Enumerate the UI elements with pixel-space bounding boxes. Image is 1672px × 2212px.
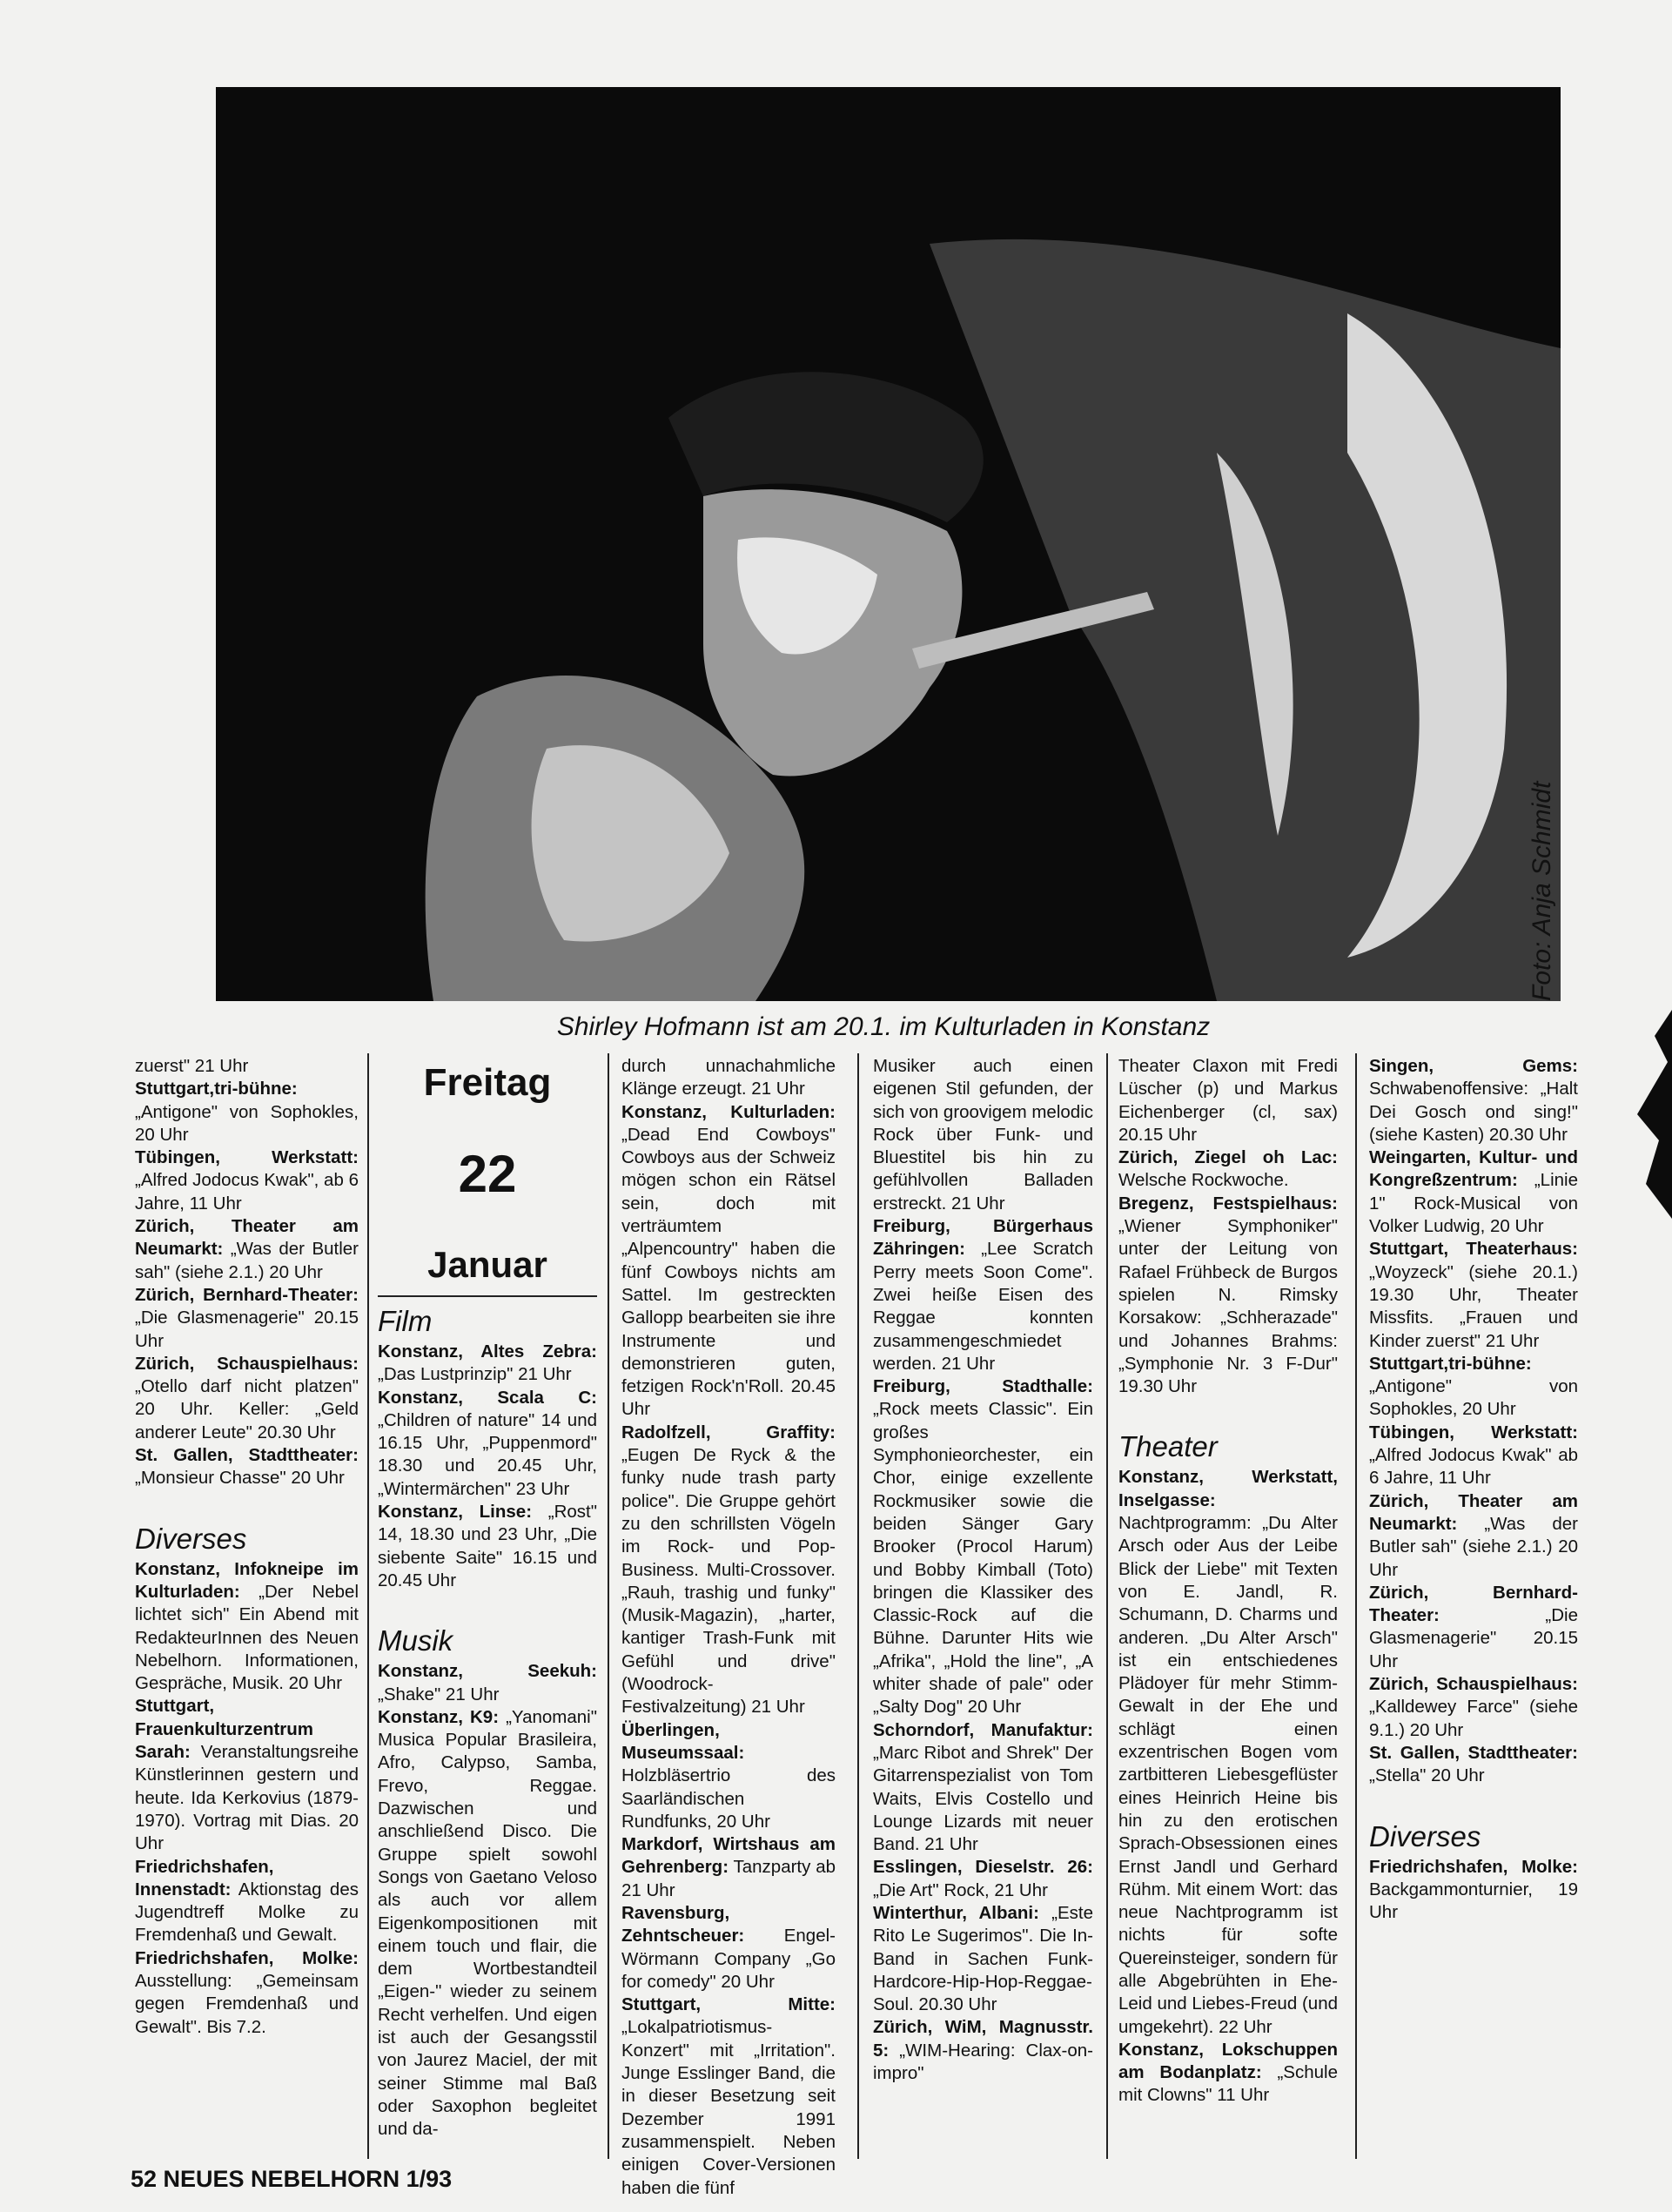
venue-name: Zürich, Bernhard-Theater: xyxy=(135,1284,359,1305)
listing-entry xyxy=(873,1719,1093,1857)
venue-name: Freiburg, Stadthalle: xyxy=(873,1376,1093,1397)
event-details: „Rost" 14, 18.30 und 23 Uhr, „Die siebente Saite" 16.15 und 20.45 Uhr xyxy=(378,1502,597,1590)
event-details: „Linie 1" Rock-Musical von Volker Ludwig, 20 Uhr xyxy=(1369,1170,1578,1237)
listing-entry xyxy=(378,1387,597,1501)
column-2 xyxy=(378,1055,597,2141)
column-rule xyxy=(857,1053,859,2159)
listing-entry xyxy=(621,1993,836,2200)
listing-entry xyxy=(1369,1742,1578,1788)
venue-name: Esslingen, Dieselstr. 26: xyxy=(873,1857,1093,1878)
venue-name: Zürich, WiM, Magnusstr. 5: xyxy=(873,2017,1093,2061)
venue-name: Konstanz, Kulturladen: xyxy=(621,1101,836,1122)
listing-entry xyxy=(378,1501,597,1592)
event-details: „Marc Ribot and Shrek" Der Gitarrenspezialist von Tom Waits, Elvis Costello und Lounge Lizards mit neuer Band. 21 Uhr xyxy=(873,1742,1093,1855)
event-details: Welsche Rockwoche. xyxy=(1118,1170,1289,1191)
venue-name: Konstanz, Werkstatt, Inselgasse: xyxy=(1118,1467,1338,1510)
venue-name: Konstanz, Seekuh: xyxy=(378,1661,597,1682)
listing-entry xyxy=(1369,1422,1578,1490)
event-details: „Alfred Jodocus Kwak", ab 6 Jahre, 11 Uhr xyxy=(135,1170,359,1214)
event-details: „Monsieur Chasse" 20 Uhr xyxy=(135,1468,345,1489)
column-rule xyxy=(367,1053,369,2159)
listing-entry xyxy=(873,1215,1093,1375)
listing-entry: zuerst" 21 Uhr xyxy=(135,1056,249,1076)
listing-entry xyxy=(135,1215,359,1284)
listing-entry xyxy=(378,1660,597,1706)
venue-name: Stuttgart,tri-bühne: xyxy=(135,1079,298,1099)
venue-name: St. Gallen, Stadttheater: xyxy=(1369,1742,1578,1763)
venue-name: Stuttgart, Theaterhaus: xyxy=(1369,1239,1578,1260)
event-details: „Dead End Cowboys" Cowboys aus der Schweiz mögen schon ein Rätsel sein, doch mit verträumtem „Alpencountry" haben die fünf Cowboys nichts am Sattel. Im gestreckten Gallopp bearbeiten sie ihre Instrumente und demonstrieren guten, fetzigen Rock'n'Roll. 20.45 Uhr xyxy=(621,1124,836,1420)
venue-name: Konstanz, Altes Zebra: xyxy=(378,1341,597,1361)
listing-entry xyxy=(135,1695,359,1855)
column-4 xyxy=(873,1055,1093,2085)
event-details: „Lee Scratch Perry meets Soon Come". Zwei heiße Eisen des Reggae konnten zusammengeschmiedet werden. 21 Uhr xyxy=(873,1239,1093,1374)
event-details: „WIM-Hearing: Clax-on-impro" xyxy=(873,2040,1093,2084)
listing-entry xyxy=(135,1078,359,1146)
listing-entry xyxy=(621,1101,836,1422)
venue-name: Friedrichshafen, Molke: xyxy=(135,1947,359,1968)
listing-entry xyxy=(873,1902,1093,2016)
listing-entry: Musiker auch einen eigenen Stil gefunden, der sich von groovigem melodic Rock über Funk- und Bluestitel bis hin zu gefühlvollen Balladen erstreckt. 21 Uhr xyxy=(873,1056,1093,1214)
venue-name: Zürich, Schauspielhaus: xyxy=(1369,1674,1578,1695)
listing-entry xyxy=(1118,2039,1338,2108)
event-details: „Este Rito Le Sugerimos". Die In-Band in Sachen Funk-Hardcore-Hip-Hop-Reggae-Soul. 20.30 Uhr xyxy=(873,1902,1093,2015)
event-details: „Children of nature" 14 und 16.15 Uhr, „Puppenmord" 18.30 und 20.45 Uhr, „Wintermärchen" 23 Uhr xyxy=(378,1409,597,1499)
event-details: Aktionstag des Jugendtreff Molke zu Fremdenhaß und Gewalt. xyxy=(135,1879,359,1946)
venue-name: Radolfzell, Graffity: xyxy=(621,1422,836,1442)
photo-credit: Foto: Anja Schmidt xyxy=(1528,781,1556,1001)
date-day-number: 22 xyxy=(458,1145,517,1203)
venue-name: Freiburg, Bürgerhaus Zähringen: xyxy=(873,1216,1093,1260)
listing-entry xyxy=(135,1856,359,1947)
column-6 xyxy=(1369,1055,1578,1924)
column-rule xyxy=(608,1053,609,2159)
section-heading-diverses: Diverses xyxy=(1369,1819,1481,1852)
event-details: „Was der Butler sah" (siehe 2.1.) 20 Uhr xyxy=(135,1239,359,1282)
photo-image xyxy=(216,87,1561,1001)
venue-name: Stuttgart, Mitte: xyxy=(621,1994,836,2015)
venue-name: Überlingen, Museumssaal: xyxy=(621,1719,745,1763)
listing-entry xyxy=(1369,1673,1578,1742)
venue-name: Zürich, Bernhard-Theater: xyxy=(1369,1582,1578,1626)
listing-entry xyxy=(1369,1856,1578,1925)
event-details: Nachtprogramm: „Du Alter Arsch oder Aus der Leibe Blick der Liebe" mit Texten von E. Jandl, R. Schumann, D. Charms und anderen. „Du Alter Arsch" ist ein entschiedenes Plädoyer für mehr Stimm-Gewalt in der Ehe und schlägt einen exzentrischen Bogen vom zartbitteren Liebesgeflüster eines Heinrich Heine bis hin zu den erotischen Sprach-Obsessionen eines Ernst Jandl und Gerhard Rühm. Mit einem Wort: das neue Nachtprogramm ist nichts für softe Quereinsteiger, sondern für alle Abgebrühten in Ehe-Leid und Liebes-Freud (und umgekehrt). 22 Uhr xyxy=(1118,1513,1338,2037)
event-details: „Kalldewey Farce" (siehe 9.1.) 20 Uhr xyxy=(1369,1697,1578,1740)
event-details: „Lokalpatriotismus-Konzert" mit „Irritation". Junge Esslinger Band, die in dieser Besetzung seit Dezember 1991 zusammenspielt. Neben einigen Cover-Versionen haben die fünf xyxy=(621,2017,836,2198)
event-details: Holzbläsertrio des Saarländischen Rundfunks, 20 Uhr xyxy=(621,1765,836,1832)
venue-name: Ravensburg, Zehntscheuer: xyxy=(621,1902,745,1946)
listing-entry xyxy=(378,1341,597,1387)
event-details: „Woyzeck" (siehe 20.1.) 19.30 Uhr, Theater Missfits. „Frauen und Kinder zuerst" 21 Uhr xyxy=(1369,1261,1578,1351)
section-heading-diverses: Diverses xyxy=(135,1522,247,1555)
venue-name: Konstanz, Scala C: xyxy=(378,1387,597,1408)
listing-entry xyxy=(873,1856,1093,1902)
listing-entry xyxy=(1369,1238,1578,1352)
event-details: Veranstaltungsreihe Künstlerinnen gestern und heute. Ida Kerkovius (1879-1970). Vortrag mit Dias. 20 Uhr xyxy=(135,1742,359,1854)
listing-entry xyxy=(1118,1466,1338,2038)
venue-name: Zürich, Ziegel oh Lac: xyxy=(1118,1147,1338,1168)
venue-name: Zürich, Schauspielhaus: xyxy=(135,1353,359,1374)
section-heading-film: Film xyxy=(378,1305,433,1337)
photo-caption: Shirley Hofmann ist am 20.1. im Kulturladen in Konstanz xyxy=(556,1012,1211,1041)
venue-name: Friedrichshafen, Innenstadt: xyxy=(135,1856,274,1899)
torn-edge xyxy=(1620,1010,1672,1219)
listing-entry xyxy=(135,1353,359,1444)
venue-name: Tübingen, Werkstatt: xyxy=(135,1147,359,1168)
column-5 xyxy=(1118,1055,1338,2108)
event-details: „Eugen De Ryck & the funky nude trash party police". Die Gruppe gehört zu den schrillsten Vögeln im Rock- und Pop-Business. Multi-Crossover. „Rauh, trashig und funky" (Musik-Magazin), „harter, kantiger Trash-Funk mit Gefühl und drive" (Woodrock-Festivalzeitung) 21 Uhr xyxy=(621,1445,836,1718)
section-heading-theater: Theater xyxy=(1118,1430,1218,1463)
venue-name: Stuttgart, Frauenkulturzentrum Sarah: xyxy=(135,1696,314,1763)
listing-entry xyxy=(135,1558,359,1696)
date-header xyxy=(378,1057,597,1297)
listing-entry: Theater Claxon mit Fredi Lüscher (p) und Markus Eichenberger (cl, sax) 20.15 Uhr xyxy=(1118,1056,1338,1145)
listing-entry xyxy=(1369,1055,1578,1146)
listing-entry xyxy=(135,1146,359,1215)
column-1 xyxy=(135,1055,359,2039)
concert-photo xyxy=(216,87,1561,1001)
venue-name: Weingarten, Kultur- und Kongreßzentrum: xyxy=(1369,1147,1578,1191)
event-details: „Wiener Symphoniker" unter der Leitung von Rafael Frühbeck de Burgos spielen N. Rimsky Korsakow: „Schherazade" und Johannes Brahms: „Symphonie Nr. 3 F-Dur" 19.30 Uhr xyxy=(1118,1216,1338,1397)
venue-name: Winterthur, Albani: xyxy=(873,1902,1039,1923)
listing-entry xyxy=(135,1947,359,2039)
listing-entry xyxy=(378,1706,597,2141)
event-details: „Die Glasmenagerie" 20.15 Uhr xyxy=(135,1308,359,1351)
event-details: „Die Glasmenagerie" 20.15 Uhr xyxy=(1369,1605,1578,1671)
event-details: „Yanomani" Musica Popular Brasileira, Afro, Calypso, Samba, Frevo, Reggae. Dazwischen und anschließend Disco. Die Gruppe spielt sowohl Songs von Gaetano Veloso als auch vor allem Eigenkompositionen mit einem touch und flair, die dem Wortbestandteil „Eigen-" wieder zu seinem Recht verhelfen. Und eigen ist auch der Gesangsstil von Jaurez Maciel, der mit seiner Stimme mal Baß oder Saxophon begleitet und da- xyxy=(378,1706,597,2140)
listing-entry xyxy=(1118,1193,1338,1399)
event-details: „Alfred Jodocus Kwak" ab 6 Jahre, 11 Uhr xyxy=(1369,1445,1578,1489)
event-details: „Otello darf nicht platzen" 20 Uhr. Keller: „Geld anderer Leute" 20.30 Uhr xyxy=(135,1376,359,1442)
venue-name: Konstanz, Linse: xyxy=(378,1502,533,1523)
event-details: Tanzparty ab 21 Uhr xyxy=(621,1857,836,1900)
listing-entry xyxy=(621,1719,836,1833)
venue-name: Markdorf, Wirtshaus am Gehrenberg: xyxy=(621,1834,836,1878)
page-footer: 52 NEUES NEBELHORN 1/93 xyxy=(131,2166,453,2192)
listing-entry xyxy=(135,1284,359,1353)
listing-entry: durch unnachahmliche Klänge erzeugt. 21 Uhr xyxy=(621,1056,836,1099)
venue-name: Stuttgart,tri-bühne: xyxy=(1369,1353,1532,1374)
venue-name: Schorndorf, Manufaktur: xyxy=(873,1719,1093,1740)
event-details: Backgammonturnier, 19 Uhr xyxy=(1369,1879,1578,1923)
column-rule xyxy=(1106,1053,1108,2159)
listing-entry xyxy=(621,1902,836,1993)
column-rule xyxy=(1355,1053,1357,2159)
venue-name: St. Gallen, Stadttheater: xyxy=(135,1445,359,1466)
listing-entry xyxy=(1369,1490,1578,1582)
venue-name: Konstanz, Lokschuppen am Bodanplatz: xyxy=(1118,2039,1338,2083)
venue-name: Konstanz, K9: xyxy=(378,1706,500,1727)
listing-entry xyxy=(1369,1146,1578,1238)
listing-entry xyxy=(1118,1146,1338,1193)
event-details: „Antigone" von Sophokles, 20 Uhr xyxy=(1369,1376,1578,1420)
event-details: „Was der Butler sah" (siehe 2.1.) 20 Uhr xyxy=(1369,1513,1578,1580)
venue-name: Bregenz, Festspielhaus: xyxy=(1118,1193,1338,1214)
event-details: „Das Lustprinzip" 21 Uhr xyxy=(378,1364,572,1385)
listing-entry xyxy=(135,1444,359,1490)
venue-name: Tübingen, Werkstatt: xyxy=(1369,1422,1578,1442)
event-details: Schwabenoffensive: „Halt Dei Gosch ond sing!" (siehe Kasten) 20.30 Uhr xyxy=(1369,1079,1578,1145)
section-heading-musik: Musik xyxy=(378,1624,453,1657)
event-details: „Shake" 21 Uhr xyxy=(378,1684,500,1704)
column-3 xyxy=(621,1055,836,2200)
date-weekday: Freitag xyxy=(423,1061,552,1104)
listing-entry xyxy=(873,2016,1093,2085)
venue-name: Zürich, Theater am Neumarkt: xyxy=(135,1216,359,1260)
listing-entry xyxy=(1369,1582,1578,1673)
venue-name: Konstanz, Infokneipe im Kulturladen: xyxy=(135,1558,359,1602)
date-month: Januar xyxy=(427,1244,547,1285)
event-details: „Antigone" von Sophokles, 20 Uhr xyxy=(135,1101,359,1145)
event-details: Ausstellung: „Gemeinsam gegen Fremdenhaß und Gewalt". Bis 7.2. xyxy=(135,1970,359,2037)
event-details: „Schule mit Clowns" 11 Uhr xyxy=(1118,2062,1338,2106)
event-details: „Rock meets Classic". Ein großes Symphonieorchester, ein Chor, einige exzellente Rockmusiker sowie die beiden Sänger Gary Brooker (Procol Harum) und Bobby Kimball (Toto) bringen die Klassiker des Classic-Rock auf die Bühne. Darunter Hits wie „Afrika", „Hold the line", „A whiter shade of pale" oder „Salty Dog" 20 Uhr xyxy=(873,1399,1093,1718)
venue-name: Zürich, Theater am Neumarkt: xyxy=(1369,1490,1578,1534)
event-details: „Stella" 20 Uhr xyxy=(1369,1765,1485,1786)
listing-entry xyxy=(621,1422,836,1719)
event-details: Engel-Wörmann Company „Go for comedy" 20 Uhr xyxy=(621,1926,836,1992)
event-details: „Der Nebel lichtet sich" Ein Abend mit RedakteurInnen des Neuen Nebelhorn. Informationen, Gespräche, Musik. 20 Uhr xyxy=(135,1581,359,1694)
event-details: „Die Art" Rock, 21 Uhr xyxy=(873,1879,1048,1900)
listing-entry xyxy=(621,1833,836,1902)
listing-entry xyxy=(1369,1353,1578,1422)
venue-name: Friedrichshafen, Molke: xyxy=(1369,1856,1578,1877)
listing-entry xyxy=(873,1375,1093,1718)
venue-name: Singen, Gems: xyxy=(1369,1056,1578,1076)
